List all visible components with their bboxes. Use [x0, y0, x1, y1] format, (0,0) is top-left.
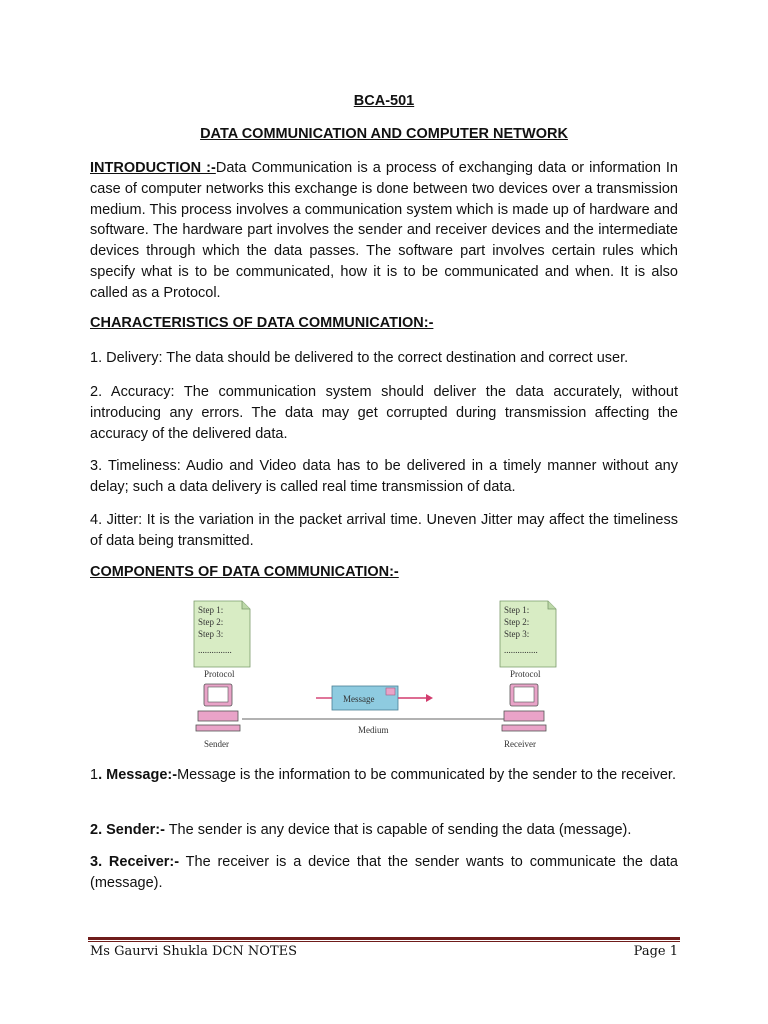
protocol-label-left: Protocol: [204, 669, 235, 679]
components-heading: COMPONENTS OF DATA COMMUNICATION:-: [90, 564, 399, 580]
protocol-step-3-right: Step 3:: [504, 629, 530, 639]
protocol-label-right: Protocol: [510, 669, 541, 679]
protocol-step-1-left: Step 1:: [198, 605, 224, 615]
component-term: Sender:-: [102, 822, 165, 838]
protocol-sheet-right: [500, 601, 556, 667]
protocol-dots-left: ...............: [198, 645, 232, 655]
component-text: The receiver is a device that the sender wants to communicate the data (message).: [90, 854, 678, 891]
component-text: The sender is any device that is capable of sending the data (message).: [164, 822, 632, 838]
message-packet: [332, 686, 398, 710]
medium-label: Medium: [358, 725, 389, 735]
characteristic-item-3: 3. Timeliness: Audio and Video data has to be delivered in a timely manner without any delay; such a data delivery is called real time transmission of data.: [90, 458, 678, 495]
component-term: Receiver:-: [102, 854, 180, 870]
component-number: 1: [90, 767, 99, 783]
course-code: BCA-501: [353, 93, 415, 109]
characteristic-item-2: 2. Accuracy: The communication system should deliver the data accurately, without introducing any errors. The data may get corrupted during transmission affecting the accuracy of the delivered data.: [90, 384, 678, 442]
characteristics-heading: CHARACTERISTICS OF DATA COMMUNICATION:-: [90, 315, 434, 331]
component-number: 3.: [90, 854, 103, 870]
footer-rule: [88, 937, 680, 940]
protocol-step-2-left: Step 2:: [198, 617, 224, 627]
characteristic-item-1: 1. Delivery: The data should be delivered to the correct destination and correct user.: [90, 350, 629, 366]
sender-computer-icon: [196, 684, 240, 731]
protocol-dots-right: ...............: [504, 645, 538, 655]
characteristic-item-4: 4. Jitter: It is the variation in the packet arrival time. Uneven Jitter may affect the timeliness of data being transmitted.: [90, 512, 678, 549]
component-term: . Message:-: [98, 767, 178, 783]
arrow-head-icon: [426, 694, 433, 702]
protocol-step-2-right: Step 2:: [504, 617, 530, 627]
components-diagram: [190, 595, 570, 755]
subject-title: DATA COMMUNICATION AND COMPUTER NETWORK: [200, 126, 568, 142]
sender-label: Sender: [204, 739, 229, 749]
footer-page-number: Page 1: [633, 944, 678, 959]
receiver-label: Receiver: [504, 739, 536, 749]
protocol-step-3-left: Step 3:: [198, 629, 224, 639]
component-text: Message is the information to be communicated by the sender to the receiver.: [177, 767, 676, 783]
message-label: Message: [343, 694, 375, 704]
component-number: 2.: [90, 822, 103, 838]
component-item-receiver: [90, 852, 678, 894]
component-item-message: [90, 765, 678, 786]
footer-author: Ms Gaurvi Shukla DCN NOTES: [90, 944, 298, 959]
protocol-step-1-right: Step 1:: [504, 605, 530, 615]
introduction-paragraph: [90, 158, 678, 304]
protocol-sheet-left: [194, 601, 250, 667]
footer-rule-thin: [88, 941, 680, 942]
component-item-sender: [90, 820, 678, 841]
receiver-computer-icon: [502, 684, 546, 731]
introduction-text: Data Communication is a process of exchanging data or information In case of computer networks this exchange is done between two devices over a transmission medium. This process involves a communication system which is made up of hardware and software. The hardware part involves the sender and receiver devices and the intermediate devices through which the data passes. The software part involves certain rules which specify what is to be communicated, how it is to be communicated and when. It is also called as a Protocol.: [90, 160, 678, 301]
introduction-label: INTRODUCTION :-: [90, 160, 216, 176]
